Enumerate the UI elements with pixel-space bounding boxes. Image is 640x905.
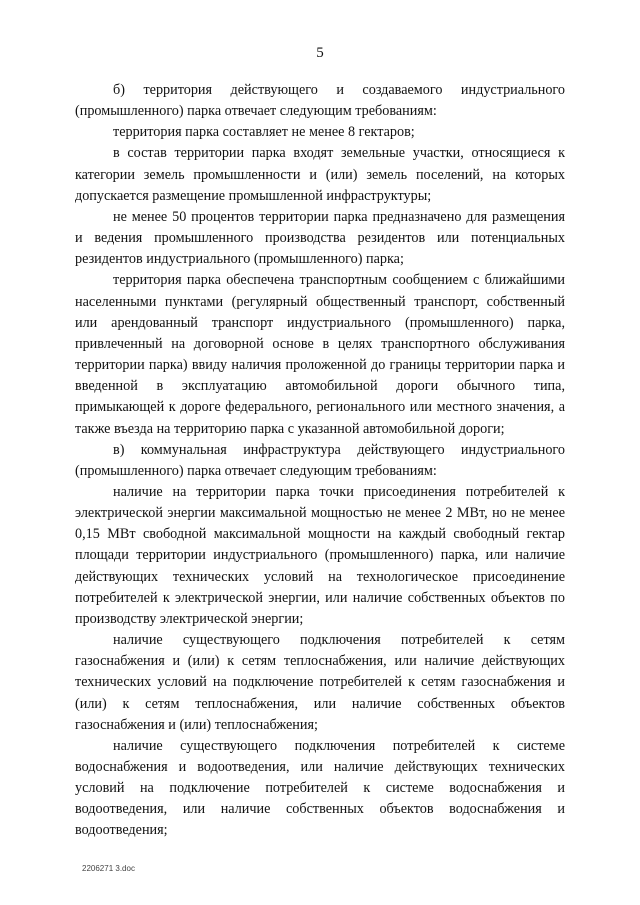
- paragraph-electricity: наличие на территории парка точки присоединения потребителей к электрической энергии максимальной мощностью не менее 2 МВт, но не менее 0,15 МВт свободной максимальной мощности на каждый свободный гектар площади территории индустриального (промышленного) парка, или наличие действующих технических условий на технологическое присоединение потребителей к электрической энергии, или наличие собственных объектов по производству электрической энергии;: [75, 483, 565, 627]
- paragraph-gas-heat: наличие существующего подключения потребителей к сетям газоснабжения и (или) к сетям теплоснабжения, или наличие действующих технических условий на подключение потребителей к сетям газоснабжения и (или) к сетям теплоснабжения, или наличие собственных объектов газоснабжения и (или) теплоснабжения;: [75, 632, 565, 733]
- paragraph-park-area: территория парка составляет не менее 8 гектаров;: [113, 124, 415, 141]
- paragraph-land-category: в состав территории парка входят земельные участки, относящиеся к категории земель промышленности и (или) земель поселений, на которых допускается размещение промышленной инфраструктуры;: [75, 145, 565, 204]
- paragraph-territory-requirements: б) территория действующего и создаваемого индустриального (промышленного) парка отвечает следующим требованиям:: [75, 82, 565, 120]
- paragraph-production-share: не менее 50 процентов территории парка предназначено для размещения и ведения промышленного производства резидентов или потенциальных резидентов индустриального (промышленного) парка;: [75, 208, 565, 268]
- paragraph-transport: территория парка обеспечена транспортным сообщением с ближайшими населенными пунктами (регулярный общественный транспорт, собственный или арендованный транспорт индустриального (промышленного) парка, привлеченный на договорной основе в целях транспортного обслуживания территории парка) ввиду наличия проложенной до границы территории парка и введенной в эксплуатацию автомобильной дороги обычного типа, примыкающей к дороге федерального, регионального или местного значения, а также въезда на территорию парка с указанной автомобильной дороги;: [75, 272, 565, 437]
- document-footer-code: 2206271 3.doc: [82, 864, 135, 873]
- paragraph-water: наличие существующего подключения потребителей к системе водоснабжения и водоотведения, или наличие действующих технических условий на подключение потребителей к системе водоснабжения и водоотведения, или наличие собственных объектов водоснабжения и водоотведения;: [75, 737, 565, 839]
- page-number: 5: [316, 45, 324, 61]
- document-body: [75, 80, 565, 842]
- paragraph-utilities-requirements: в) коммунальная инфраструктура действующего индустриального (промышленного) парка отвечает следующим требованиям:: [75, 441, 565, 479]
